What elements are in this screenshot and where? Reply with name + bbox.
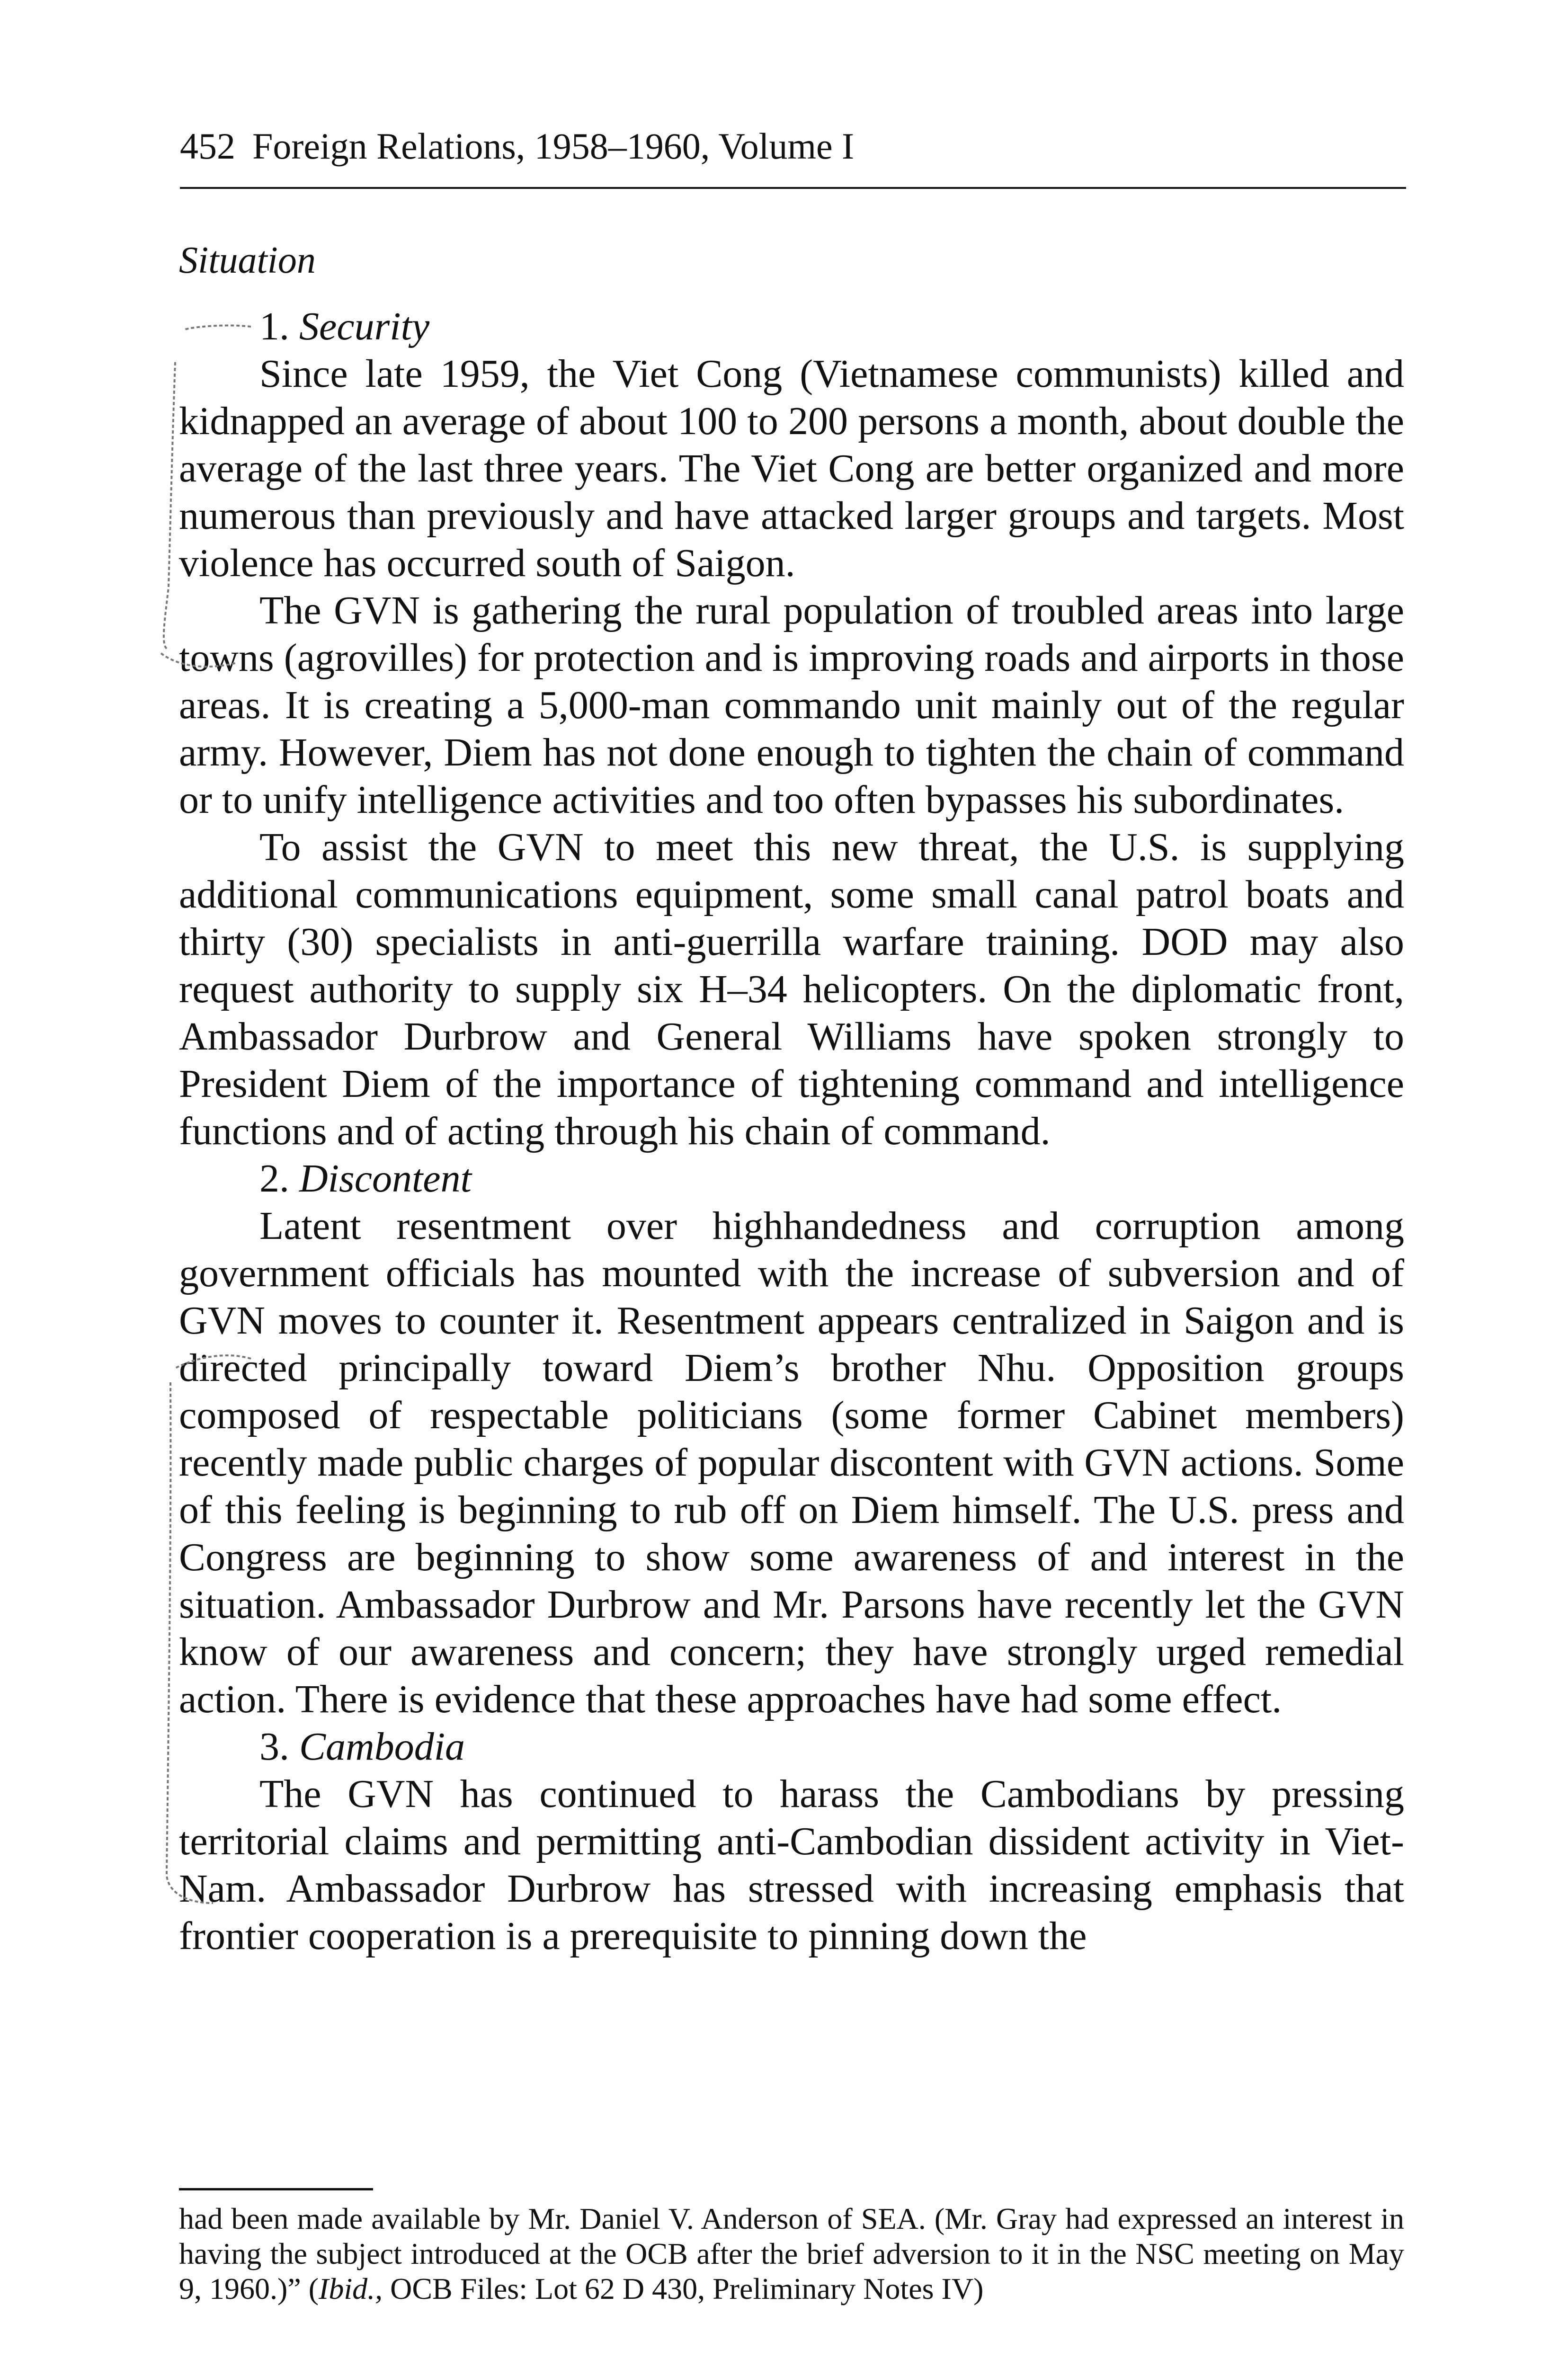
subheading-cambodia [179, 1723, 1404, 1771]
subheading-number: 2. [259, 1157, 289, 1201]
main-text [179, 237, 1404, 1960]
running-title: Foreign Relations, 1958–1960, Volume I [252, 125, 855, 167]
footnote-ibid: Ibid., [319, 2272, 383, 2305]
subheading-security [179, 303, 1404, 350]
section-title: Situation [179, 240, 316, 281]
subheading-number: 3. [259, 1725, 289, 1769]
paragraph: Latent resentment over highhandedness and corruption among government officials has mounted with the increase of subversion and of GVN moves to counter it. Resentment appears centralized in Saigon and is directed principally toward Diem’s brother Nhu. Opposition groups composed of respectable politicians (some former Cabinet members) recently made public charges of popular discontent with GVN actions. Some of this feeling is beginning to rub off on Diem himself. The U.S. press and Congress are beginning to show some awareness of and interest in the situation. Ambassador Durbrow and Mr. Parsons have recently let the GVN know of our awareness and concern; they have strongly urged remedial action. There is evidence that these approaches have had some effect. [179, 1204, 1404, 1721]
subheading-label: Discontent [299, 1157, 472, 1201]
subheading-label: Cambodia [299, 1725, 465, 1769]
footnote-rule [179, 2188, 373, 2190]
paragraph: To assist the GVN to meet this new threat, the U.S. is supplying additional communications equipment, some small canal patrol boats and thirty (30) specialists in anti-guerrilla warfare training. DOD may also request authority to supply six H–34 helicopters. On the diplomatic front, Ambassador Durbrow and General Williams have spoken strongly to President Diem of the importance of tightening command and intelligence functions and of acting through his chain of command. [179, 825, 1404, 1153]
footnote-text-end: OCB Files: Lot 62 D 430, Preliminary Notes IV) [383, 2272, 984, 2305]
paragraph: The GVN has continued to harass the Cambodians by pressing territorial claims and permitting anti-Cambodian dissident activity in Viet-Nam. Ambassador Durbrow has stressed with increasing emphasis that frontier cooperation is a prerequisite to pinning down the [179, 1772, 1404, 1958]
footnote [179, 2201, 1404, 2306]
page-header [180, 125, 1406, 189]
footnote-text: had been made available by Mr. Daniel V. Anderson of SEA. (Mr. Gray had expressed an interest in having the subject introduced at the OCB after the brief adversion to it in the NSC meeting on May 9, 1960.)” ( [179, 2202, 1404, 2305]
subheading-number: 1. [259, 304, 289, 348]
subheading-discontent [179, 1155, 1404, 1202]
paragraph: The GVN is gathering the rural population of troubled areas into large towns (agrovilles) for protection and is improving roads and airports in those areas. It is creating a 5,000-man commando unit mainly out of the regular army. However, Diem has not done enough to tighten the chain of command or to unify intelligence activities and too often bypasses his subordinates. [179, 588, 1404, 822]
paragraph: Since late 1959, the Viet Cong (Vietnamese communists) killed and kidnapped an average of about 100 to 200 persons a month, about double the average of the last three years. The Viet Cong are better organized and more numerous than previously and have attacked larger groups and targets. Most violence has occurred south of Saigon. [179, 352, 1404, 585]
page-number: 452 [180, 125, 235, 167]
subheading-label: Security [299, 304, 430, 348]
